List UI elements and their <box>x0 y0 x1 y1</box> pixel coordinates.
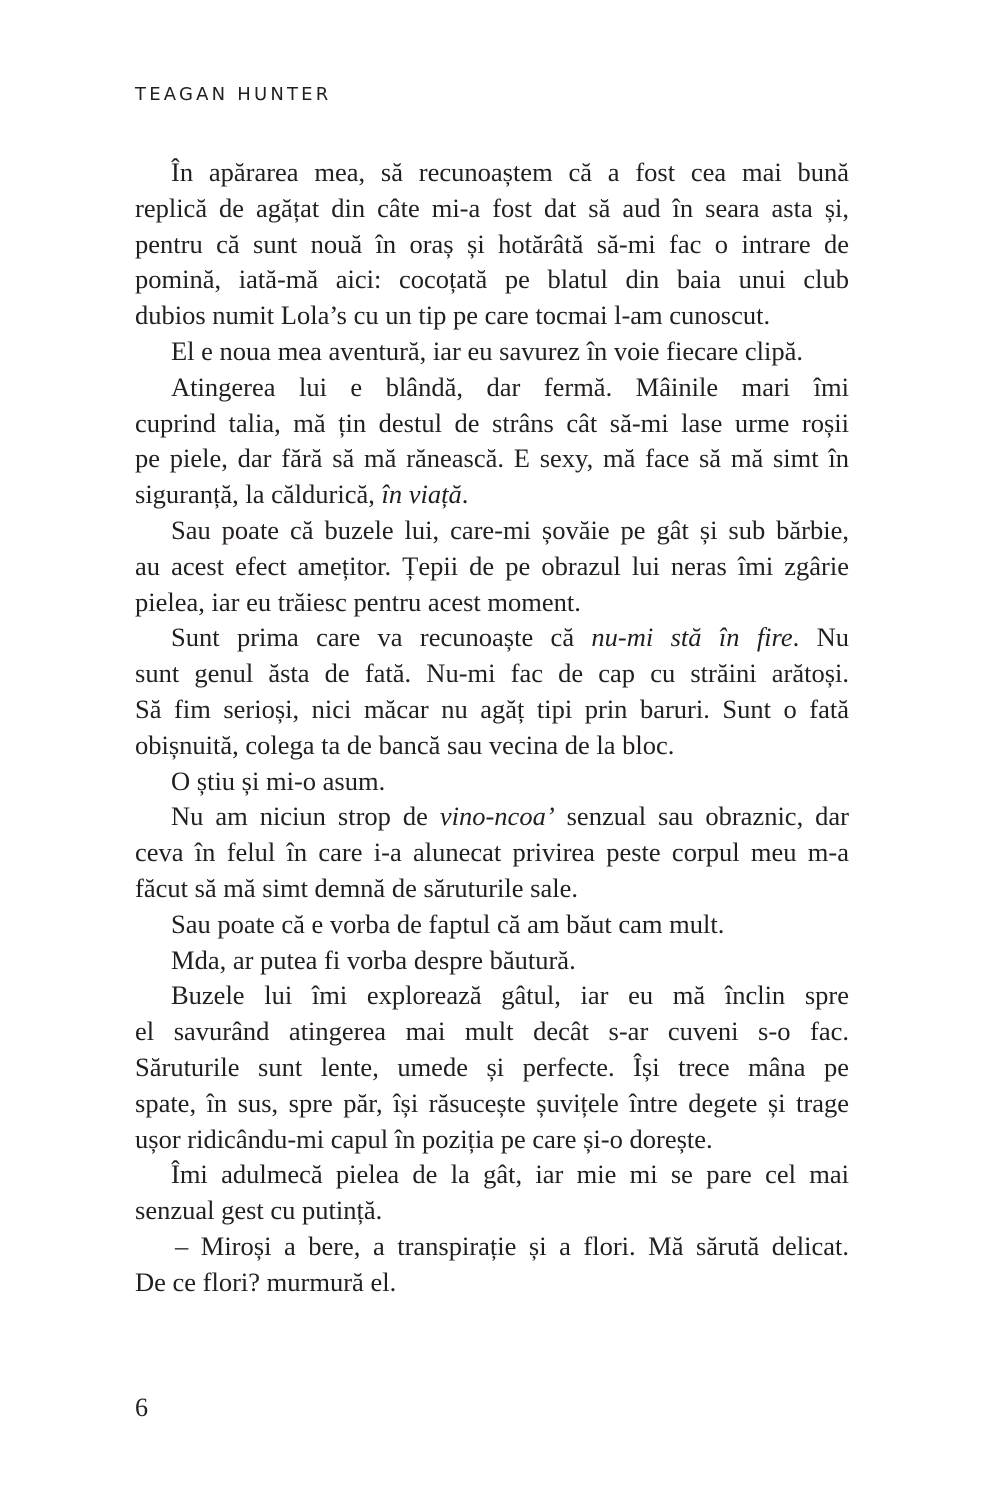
text-line: siguranță, la căldurică, în viață. <box>135 479 469 510</box>
text-line: sunt genul ăsta de fată. Nu-mi fac de cap cu străini arătoși. <box>135 658 849 689</box>
text-line: Să fim serioși, nici măcar nu agăț tipi prin baruri. Sunt o fată <box>135 693 849 724</box>
text-line: pielea, iar eu trăiesc pentru acest moment. <box>135 586 581 617</box>
paragraph <box>135 1157 849 1229</box>
text-line: Sau poate că buzele lui, care-mi șovăie pe gât și sub bărbie, <box>171 514 849 545</box>
text-line: pentru că sunt nouă în oraș și hotărâtă să-mi fac o intrare de <box>135 228 849 259</box>
text-line: cuprind talia, mă țin destul de strâns cât să-mi lase urme roșii <box>135 407 849 438</box>
paragraph <box>135 155 849 334</box>
text-line: replică de agățat din câte mi-a fost dat să aud în seara asta și, <box>135 192 849 223</box>
text-line: dubios numit Lola’s cu un tip pe care tocmai l-am cunoscut. <box>135 300 771 331</box>
paragraph <box>135 1229 849 1301</box>
text-line: Îmi adulmecă pielea de la gât, iar mie mi se pare cel mai <box>171 1159 849 1190</box>
text-line: ceva în felul în care i-a alunecat privirea peste corpul meu m-a <box>135 837 849 868</box>
text-line: Nu am niciun strop de vino-ncoa’ senzual sau obraznic, dar <box>171 801 849 832</box>
text-line: obișnuită, colega ta de bancă sau vecina de la bloc. <box>135 729 675 760</box>
text-line: De ce flori? murmură el. <box>135 1266 397 1297</box>
text-line: senzual gest cu putință. <box>135 1195 383 1226</box>
text-line: Atingerea lui e blândă, dar fermă. Mâinile mari îmi <box>171 371 849 402</box>
text-line: În apărarea mea, să recunoaștem că a fost cea mai bună <box>171 157 849 187</box>
text-line: ușor ridicându-mi capul în poziția pe care și-o dorește. <box>135 1123 713 1154</box>
text-line: pomină, iată-mă aici: cocoțată pe blatul din baia unui club <box>135 264 849 295</box>
page-body-text <box>135 155 849 1301</box>
paragraph <box>135 799 849 906</box>
text-line: pe piele, dar fără să mă rănească. E sexy, mă face să mă simt în <box>135 443 849 474</box>
text-line: Sau poate că e vorba de faptul că am băut cam mult. <box>171 908 725 939</box>
running-header-author: TEAGAN HUNTER <box>135 84 332 105</box>
text-line: el savurând atingerea mai mult decât s-ar cuveni s-o fac. <box>135 1016 849 1047</box>
text-line: spate, în sus, spre păr, își răsucește șuvițele între degete și trage <box>135 1087 849 1118</box>
text-line: O știu și mi-o asum. <box>171 765 386 796</box>
paragraph <box>135 620 849 763</box>
paragraph <box>135 764 849 800</box>
paragraph <box>135 978 849 1157</box>
text-line: El e noua mea aventură, iar eu savurez în voie fiecare clipă. <box>171 335 803 366</box>
text-line: Săruturile sunt lente, umede și perfecte. Își trece mâna pe <box>135 1051 849 1082</box>
paragraph <box>135 370 849 513</box>
paragraph <box>135 334 849 370</box>
text-line: au acest efect amețitor. Țepii de pe obrazul lui neras îmi zgârie <box>135 550 849 581</box>
paragraph <box>135 513 849 620</box>
paragraph <box>135 907 849 943</box>
text-line: Buzele lui îmi explorează gâtul, iar eu mă înclin spre <box>171 980 849 1011</box>
text-line: Sunt prima care va recunoaște că nu-mi stă în fire. Nu <box>171 622 849 653</box>
paragraph <box>135 943 849 979</box>
text-line: făcut să mă simt demnă de săruturile sale. <box>135 872 578 903</box>
text-line: – Miroși a bere, a transpirație și a flori. Mă sărută delicat. <box>175 1230 849 1261</box>
text-line: Mda, ar putea fi vorba despre băutură. <box>171 944 576 975</box>
page-number: 6 <box>135 1393 148 1422</box>
